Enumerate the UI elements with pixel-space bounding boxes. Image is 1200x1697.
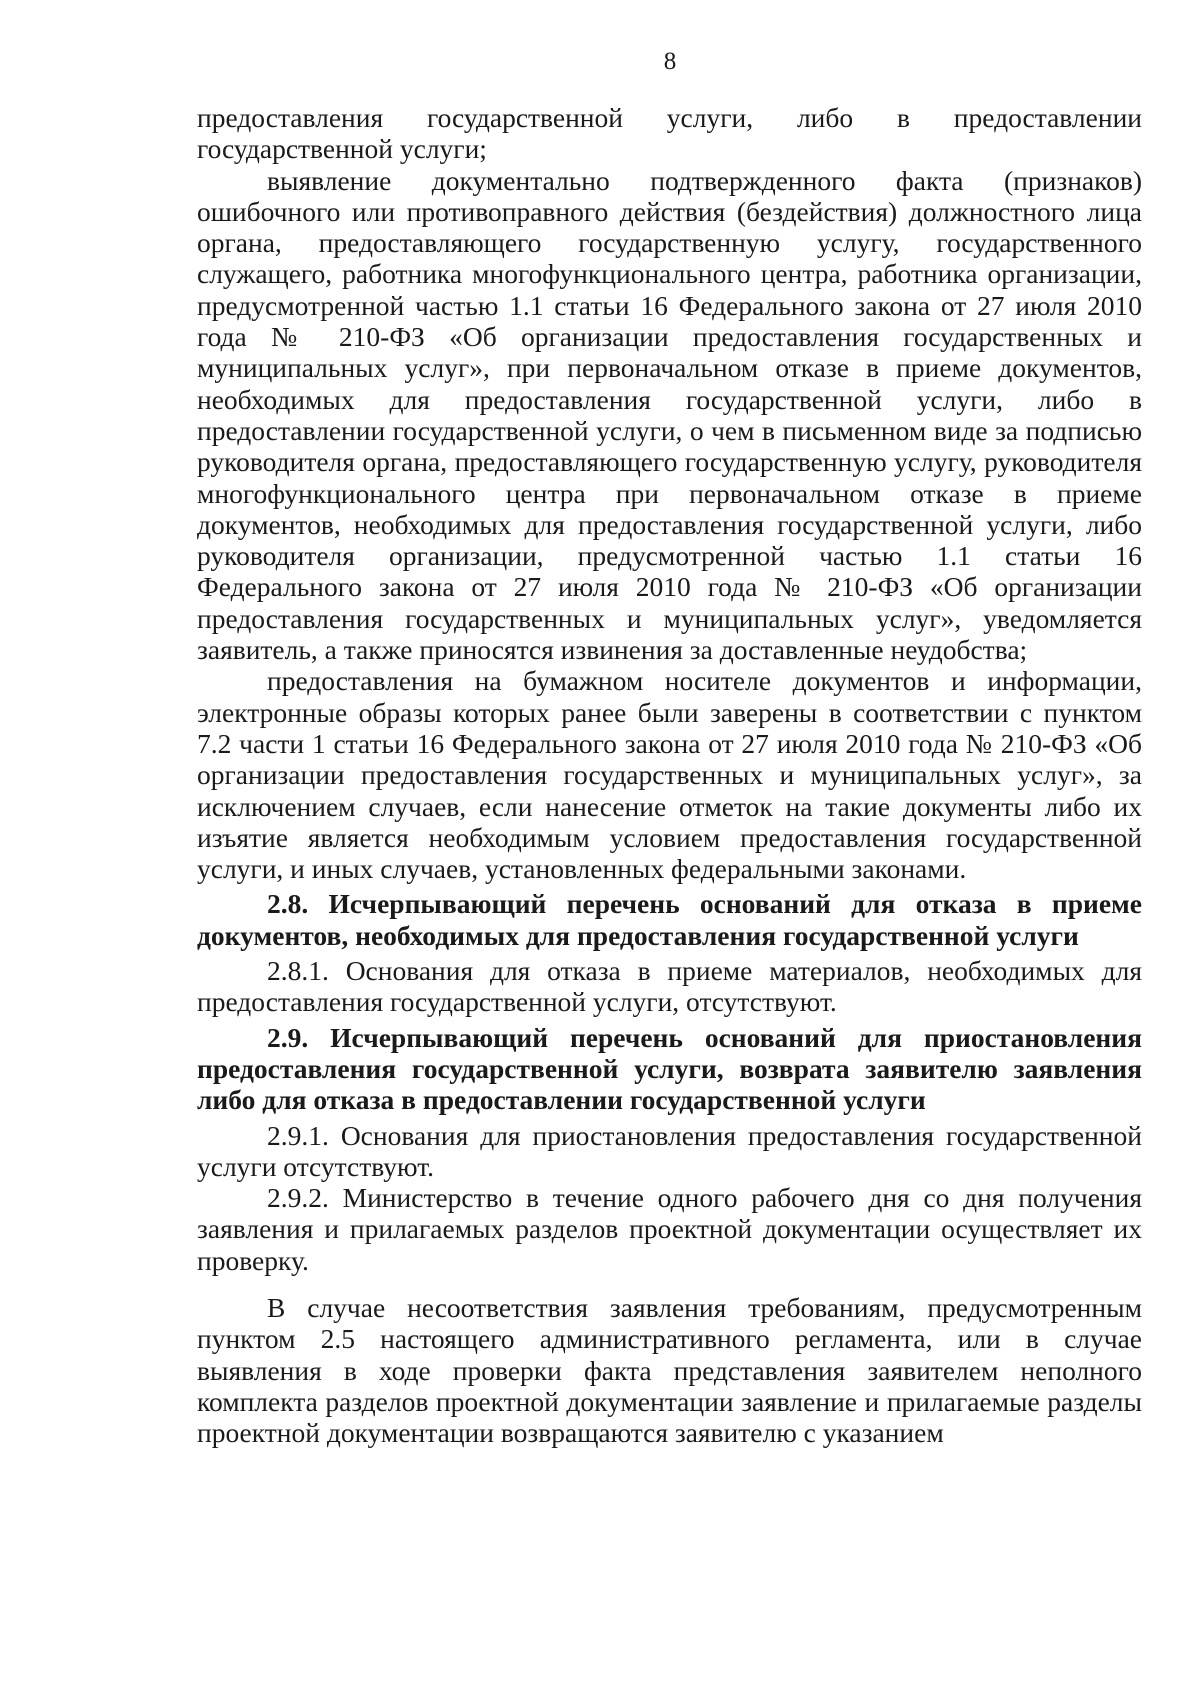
section-heading-2-8: 2.8. Исчерпывающий перечень оснований для отказа в приеме документов, необходимых для предоставления государственной услуги	[197, 888, 1142, 951]
paragraph-2-8-1: 2.8.1. Основания для отказа в приеме материалов, необходимых для предоставления государственной услуги, отсутствуют.	[197, 955, 1142, 1018]
section-heading-2-9: 2.9. Исчерпывающий перечень оснований для приостановления предоставления государственной услуги, возврата заявителю заявления либо для отказа в предоставлении государственной услуги	[197, 1021, 1142, 1116]
paragraph-continuation: предоставления государственной услуги, либо в предоставлении государственной услуги;	[197, 102, 1142, 165]
paragraph-nonconformity: В случае несоответствия заявления требованиям, предусмотренным пунктом 2.5 настоящего административного регламента, или в случае выявления в ходе проверки факта представления заявителем неполного комплекта разделов проектной документации заявление и прилагаемые разделы проектной документации возвращаются заявителю с указанием	[197, 1291, 1142, 1449]
paragraph-2-9-1: 2.9.1. Основания для приостановления предоставления государственной услуги отсутствуют.	[197, 1119, 1142, 1182]
paragraph-paper-documents: предоставления на бумажном носителе документов и информации, электронные образы которых ранее были заверены в соответствии с пунктом 7.2 части 1 статьи 16 Федерального закона от 27 июля 2010 года № 210-ФЗ «Об организации предоставления государственных и муниципальных услуг», за исключением случаев, если нанесение отметок на такие документы либо их изъятие является необходимым условием предоставления государственной услуги, и иных случаев, установленных федеральными законами.	[197, 665, 1142, 885]
document-body	[197, 102, 1142, 1448]
page-number: 8	[663, 48, 677, 75]
paragraph-2-9-2: 2.9.2. Министерство в течение одного рабочего дня со дня получения заявления и прилагаемых разделов проектной документации осуществляет их проверку.	[197, 1182, 1142, 1276]
paragraph-violation-detection: выявление документально подтвержденного факта (признаков) ошибочного или противоправного действия (бездействия) должностного лица органа, предоставляющего государственную услугу, государственного служащего, работника многофункционального центра, работника организации, предусмотренной частью 1.1 статьи 16 Федерального закона от 27 июля 2010 года № 210-ФЗ «Об организации предоставления государственных и муниципальных услуг», при первоначальном отказе в приеме документов, необходимых для предоставления государственной услуги, либо в предоставлении государственной услуги, о чем в письменном виде за подписью руководителя органа, предоставляющего государственную услугу, руководителя многофункционального центра при первоначальном отказе в приеме документов, необходимых для предоставления государственной услуги, либо руководителя организации, предусмотренной частью 1.1 статьи 16 Федерального закона от 27 июля 2010 года № 210-ФЗ «Об организации предоставления государственных и муниципальных услуг», уведомляется заявитель, а также приносятся извинения за доставленные неудобства;	[197, 164, 1142, 666]
